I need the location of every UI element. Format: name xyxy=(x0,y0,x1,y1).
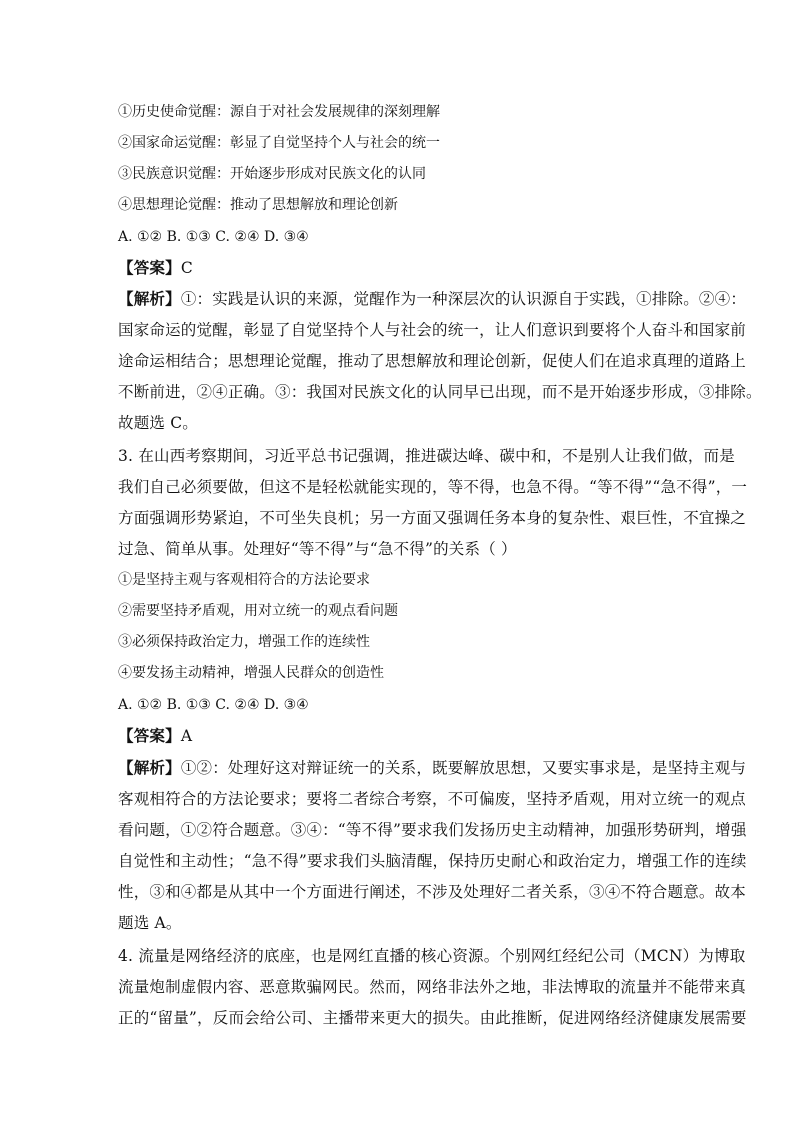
q3-answer xyxy=(118,725,192,747)
q2-statement-1: ①历史使命觉醒：源自于对社会发展规律的深刻理解 xyxy=(118,104,440,120)
q2-analysis-text-1: ①：实践是认识的来源，觉醒作为一种深层次的认识源自于实践，①排除。②④： xyxy=(180,290,747,308)
q2-statement-2: ②国家命运觉醒：彰显了自觉坚持个人与社会的统一 xyxy=(118,135,440,151)
q2-answer-value: C xyxy=(180,259,193,277)
q4-stem-line-1: 4. 流量是网络经济的底座，也是网红直播的核心资源。个别网红经纪公司（MCN）为博取 xyxy=(118,947,746,965)
q2-answer-label: 【答案】 xyxy=(118,258,181,277)
q3-options: A. ①② B. ①③ C. ②④ D. ③④ xyxy=(118,697,309,713)
q3-analysis-line-2: 客观相符合的方法论要求；要将二者综合考察，不可偏废，坚持矛盾观，用对立统一的观点 xyxy=(118,790,747,808)
q3-analysis-line-4: 自觉性和主动性；“急不得”要求我们头脑清醒，保持历史耐心和政治定力，增强工作的连续 xyxy=(118,852,747,870)
q4-stem-line-2: 流量炮制虚假内容、恶意欺骗网民。然而，网络非法外之地，非法博取的流量并不能带来真 xyxy=(118,978,747,996)
q3-statement-4: ④要发扬主动精神，增强人民群众的创造性 xyxy=(118,665,384,681)
q3-statement-1: ①是坚持主观与客观相符合的方法论要求 xyxy=(118,572,370,588)
q3-stem-line-1: 3. 在山西考察期间，习近平总书记强调，推进碳达峰、碳中和，不是别人让我们做，而是 xyxy=(118,447,735,465)
q2-analysis-line-4: 不断前进，②④正确。③：我国对民族文化的认同早已出现，而不是开始逐步形成，③排除。 xyxy=(118,383,762,401)
q3-analysis-line-6: 题选 A。 xyxy=(118,914,182,932)
q3-stem-line-2: 我们自己必须要做，但这不是轻松就能实现的，等不得，也急不得。“等不得”“急不得”，一 xyxy=(118,478,748,496)
q3-answer-label: 【答案】 xyxy=(118,726,181,745)
q3-analysis-line-1 xyxy=(118,757,746,779)
q2-statement-4: ④思想理论觉醒：推动了思想解放和理论创新 xyxy=(118,197,398,213)
q4-stem-line-3: 正的“留量”，反而会给公司、主播带来更大的损失。由此推断，促进网络经济健康发展需要 xyxy=(118,1009,747,1027)
q2-analysis-line-2: 国家命运的觉醒，彰显了自觉坚持个人与社会的统一，让人们意识到要将个人奋斗和国家前 xyxy=(118,321,747,339)
q2-options: A. ①② B. ①③ C. ②④ D. ③④ xyxy=(118,229,309,245)
q3-stem-line-3: 方面强调形势紧迫，不可坐失良机；另一方面又强调任务本身的复杂性、艰巨性，不宜操之 xyxy=(118,509,747,527)
q3-analysis-label: 【解析】 xyxy=(118,758,181,777)
q2-analysis-line-1 xyxy=(118,288,746,310)
q3-answer-value: A xyxy=(180,727,193,745)
q3-analysis-line-3: 看问题，①②符合题意。③④：“等不得”要求我们发扬历史主动精神，加强形势研判，增强 xyxy=(118,821,747,839)
q3-statement-2: ②需要坚持矛盾观，用对立统一的观点看问题 xyxy=(118,603,398,619)
q2-statement-3: ③民族意识觉醒：开始逐步形成对民族文化的认同 xyxy=(118,166,426,182)
q3-statement-3: ③必须保持政治定力，增强工作的连续性 xyxy=(118,634,370,650)
q2-answer xyxy=(118,257,193,279)
q2-analysis-line-3: 途命运相结合；思想理论觉醒，推动了思想解放和理论创新，促使人们在追求真理的道路上 xyxy=(118,352,747,370)
q3-analysis-line-5: 性，③和④都是从其中一个方面进行阐述，不涉及处理好二者关系，③④不符合题意。故本 xyxy=(118,883,747,901)
q2-analysis-label: 【解析】 xyxy=(118,289,181,308)
q3-stem-line-4: 过急、简单从事。处理好“等不得”与“急不得”的关系（ ） xyxy=(118,540,517,558)
q2-analysis-line-5: 故题选 C。 xyxy=(118,414,198,432)
q3-analysis-text-1: ①②：处理好这对辩证统一的关系，既要解放思想，又要实事求是，是坚持主观与 xyxy=(180,759,747,777)
